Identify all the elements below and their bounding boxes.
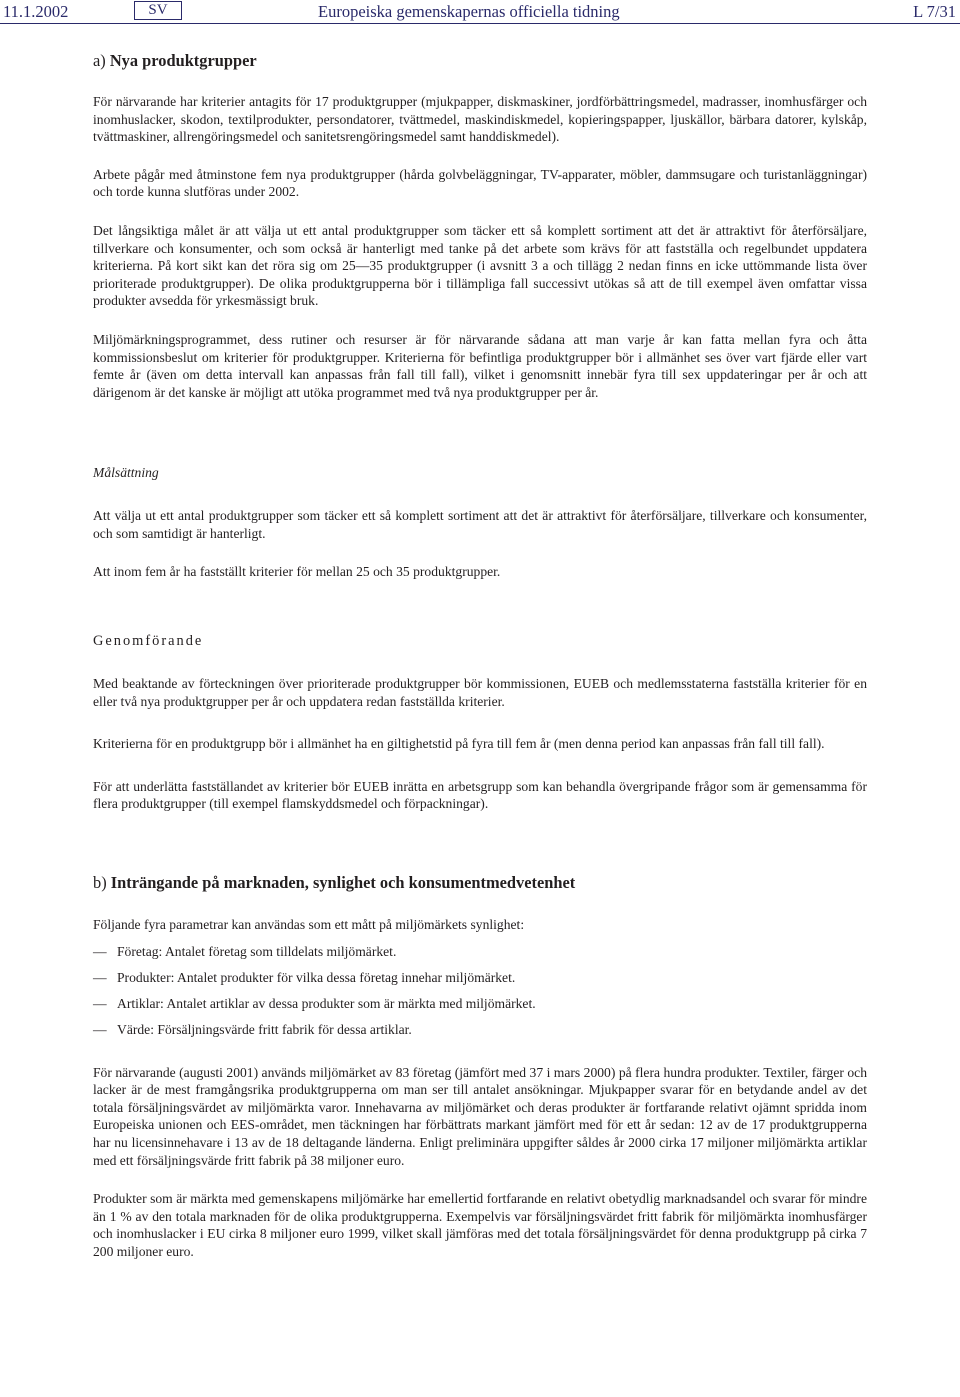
paragraph: Arbete pågår med åtminstone fem nya produktgrupper (hårda golvbeläggningar, TV-apparater, möbler, dammsugare och turistanläggningar) och torde kunna slutföras under 2002. — [93, 166, 867, 200]
dash-marker: — — [93, 995, 107, 1011]
list-item-text: Produkter: Antalet produkter för vilka dessa företag innehar miljömärket. — [117, 969, 516, 985]
dash-marker: — — [93, 969, 107, 985]
header-date: 11.1.2002 — [3, 2, 69, 21]
section-a-label: a) — [93, 51, 106, 70]
list-item — [93, 943, 867, 969]
paragraph: Produkter som är märkta med gemenskapens miljömärke har emellertid fortfarande en relativt obetydlig marknadsandel och svarar för mindre än 1 % av den totala marknaden för de olika produktgrupperna. Exempelvis var försäljningsvärdet fritt fabrik för miljömärkta inomhusfärger och inomhuslacker i EU cirka 8 miljoner euro 1999, vilket skall jämföras med det totala försäljningsvärdet för denna produktgrupp på cirka 7 200 miljoner euro. — [93, 1191, 867, 1259]
page-number: L 7/31 — [913, 2, 956, 21]
genomforande-heading: Genomförande — [93, 633, 204, 650]
section-a-title: Nya produktgrupper — [109, 51, 257, 70]
paragraph: För närvarande (augusti 2001) används miljömärket av 83 företag (jämfört med 37 i mars 2000) på flera hundra produkter. Textiler, färger och lacker är de mest framgångsrika produktgrupperna om man ser till antalet ansökningar. Mjukpapper svarar för en betydande andel av det totala försäljningsvärdet av miljömärkta varor. Innehavarna av miljömärket och deras produkter är fortfarande relativt ojämnt spridda inom Europeiska unionen och EES-området, men täckningen har förbättrats markant jämfört med för ett år sedan: 12 av de 17 produktgrupperna har nu licensinnehavare i 13 av de 18 deltagande länderna. Enligt preliminära uppgifter såldes år 2000 cirka 17 miljoner miljömärkta artiklar med ett försäljningsvärde fritt fabrik på 38 miljoner euro. — [93, 1064, 867, 1168]
paragraph: Det långsiktiga målet är att välja ut ett antal produktgrupper som täcker ett så komplett sortiment att det är attraktivt för återförsäljare, tillverkare och konsumenter, och som också är hanterligt med tanke på det arbete som krävs för att fastställa och regelbundet uppdatera kriterierna. På kort sikt kan det röra sig om 25—35 produktgrupper (i avsnitt 3 a och tillägg 2 nedan finns en icke uttömmande lista över prioriterade produktgrupper). De olika produktgrupperna bör i tillämpliga fall successivt utökas så att de till exempel även omfattar vissa produkter avsedda för yrkesmässigt bruk. — [93, 222, 867, 309]
dash-marker: — — [93, 1021, 107, 1037]
list-item-text: Värde: Försäljningsvärde fritt fabrik för dessa artiklar. — [117, 1021, 412, 1037]
section-a-heading — [93, 51, 867, 71]
page-header — [0, 0, 960, 22]
parameter-list — [93, 943, 867, 1047]
list-item — [93, 995, 867, 1021]
paragraph: För att underlätta fastställandet av kriterier bör EUEB inrätta en arbetsgrupp som kan behandla övergripande frågor som är gemensamma för flera produktgrupper (till exempel flamskyddsmedel och förpackningar). — [93, 778, 867, 812]
paragraph: Följande fyra parametrar kan användas som ett mått på miljömärkets synlighet: — [93, 917, 525, 933]
paragraph: För närvarande har kriterier antagits för 17 produktgrupper (mjukpapper, diskmaskiner, jordförbättringsmedel, madrasser, inomhusfärger och inomhuslacker, skodon, textilprodukter, persondatorer, tvättmedel, maskindiskmedel, kopieringspapper, ljuskällor, bärbara datorer, kylskåp, tvättmaskiner, allrengöringsmedel och sanitetsrengöringsmedel samt handdiskmedel). — [93, 94, 867, 145]
dash-marker: — — [93, 943, 107, 959]
paragraph: Att inom fem år ha fastställt kriterier för mellan 25 och 35 produktgrupper. — [93, 563, 501, 579]
paragraph: Med beaktande av förteckningen över prioriterade produktgrupper bör kommissionen, EUEB och medlemsstaterna fastställa kriterier för en eller två nya produktgrupper per år och uppdatera redan fastställda kriterier. — [93, 676, 867, 709]
section-b-label: b) — [93, 873, 107, 893]
language-badge: SV — [134, 1, 182, 20]
section-b-heading — [93, 873, 867, 893]
journal-title: Europeiska gemenskapernas officiella tidning — [318, 2, 620, 21]
paragraph: Att välja ut ett antal produktgrupper som täcker ett så komplett sortiment att det är attraktivt för återförsäljare, tillverkare och konsumenter, och som samtidigt är hanterligt. — [93, 508, 867, 541]
paragraph: Kriterierna för en produktgrupp bör i allmänhet ha en giltighetstid på fyra till fem år (men denna period kan anpassas från fall till fall). — [93, 736, 825, 752]
paragraph: Miljömärkningsprogrammet, dess rutiner och resurser är för närvarande sådana att man varje år kan fatta mellan fyra och åtta kommissionsbeslut om kriterier för produktgrupper. Kriterierna för befintliga produktgrupper bör i allmänhet ses över vart fjärde eller vart femte år (även om detta intervall kan anpassas från fall till fall), vilket i genomsnitt innebär fyra till sex uppdateringar per år och att därigenom är det kanske är möjligt att utöka programmet med två nya produktgrupper per år. — [93, 331, 867, 400]
list-item — [93, 969, 867, 995]
section-b-title: Inträngande på marknaden, synlighet och konsumentmedvetenhet — [110, 873, 576, 893]
document-body — [93, 42, 867, 1261]
list-item — [93, 1021, 867, 1047]
malsattning-heading: Målsättning — [93, 465, 159, 481]
list-item-text: Artiklar: Antalet artiklar av dessa produkter som är märkta med miljömärket. — [117, 995, 536, 1011]
header-rule — [0, 23, 960, 24]
list-item-text: Företag: Antalet företag som tilldelats miljömärket. — [117, 943, 397, 959]
